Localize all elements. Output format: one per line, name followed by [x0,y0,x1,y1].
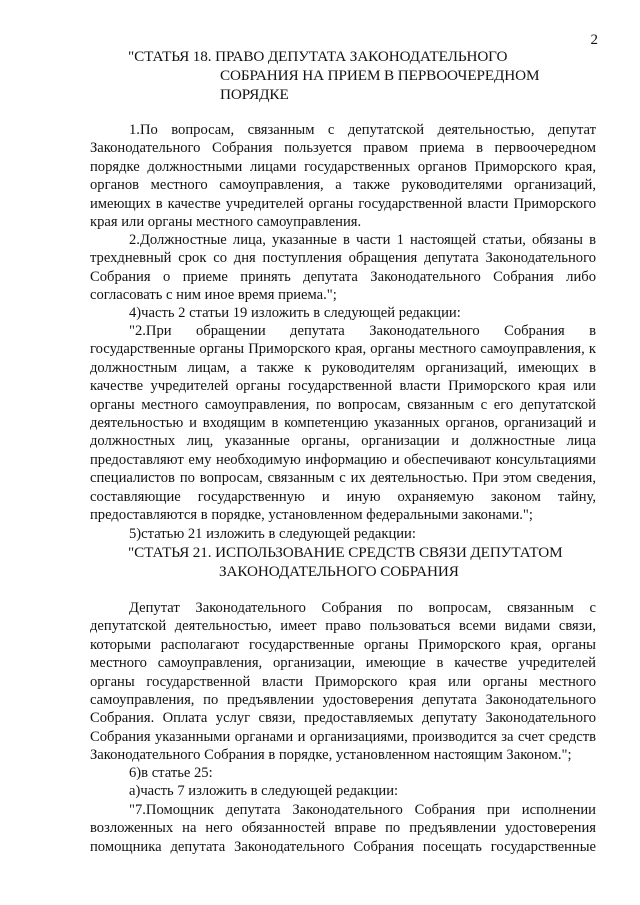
item6-sub-a: а)часть 7 изложить в следующей редакции: [129,783,399,799]
item6-intro: 6)в статье 25: [129,765,213,781]
article18-title-line3: ПОРЯДКЕ [220,86,289,103]
article18-title-line2: СОБРАНИЯ НА ПРИЕМ В ПЕРВООЧЕРЕДНОМ [220,67,540,84]
item6-text: "7.Помощник депутата Законодательного Собрания при исполнении возложенных на него обязанностей вправе по предъявлении удостоверения помощника депутата Законодательного Собрания посещать государственные [90,802,596,855]
article21-text: Депутат Законодательного Собрания по вопросам, связанным с депутатской деятельностью, имеет право пользоваться всеми видами связи, которыми располагают государственные органы Приморского края, органы местного самоуправления, организации, имеющие в качестве учредителей органы государственной власти Приморского края или органы местного самоуправления, по предъявлении удостоверения депутата Законодательного Собрания. Оплата услуг связи, предоставляемых депутату Законодательного Собрания указанными органами и организациями, производится за счет средств Законодательного Собрания в порядке, установленном настоящим Законом."; [90,600,596,764]
item4-text: "2.При обращении депутата Законодательного Собрания в государственные органы Приморского края, органы местного самоуправления, к должностным лицам, а также к руководителям организаций, имеющих в качестве учредителей органы государственной власти Приморского края или органы местного самоуправления, по вопросам, связанным с его депутатской деятельностью и входящим в компетенцию указанных органов, организаций и должностных лиц, указанные органы, организации и должностные лица предоставляют ему необходимую информацию и обеспечивают консультациями специалистов по вопросам, связанным с их деятельностью. При этом сведения, составляющие государственную и иную охраняемую законом тайну, предоставляются в порядке, установленном федеральными законами."; [90,323,596,524]
item4-intro: 4)часть 2 статьи 19 изложить в следующей редакции: [129,305,461,321]
page-number: 2 [590,32,598,48]
article21-title-line2: ЗАКОНОДАТЕЛЬНОГО СОБРАНИЯ [219,563,459,580]
article21-title-line1: "СТАТЬЯ 21. ИСПОЛЬЗОВАНИЕ СРЕДСТВ СВЯЗИ ДЕПУТАТОМ [128,544,563,561]
article18-part1: 1.По вопросам, связанным с депутатской деятельностью, депутат Законодательного Собрания пользуется правом приема в первоочередном порядке должностными лицами государственных органов Приморского края, органов местного самоуправления, а также руководителями организаций, имеющих в качестве учредителей органы государственной власти Приморского края или органы местного самоуправления. [90,122,596,231]
item5-intro: 5)статью 21 изложить в следующей редакции: [129,526,416,542]
article18-part2: 2.Должностные лица, указанные в части 1 настоящей статьи, обязаны в трехдневный срок со дня поступления обращения депутата Законодательного Собрания о приеме принять депутата Законодательного Собрания либо согласовать с ним иное время приема."; [90,232,596,304]
article18-title-line1: "СТАТЬЯ 18. ПРАВО ДЕПУТАТА ЗАКОНОДАТЕЛЬНОГО [128,48,508,65]
